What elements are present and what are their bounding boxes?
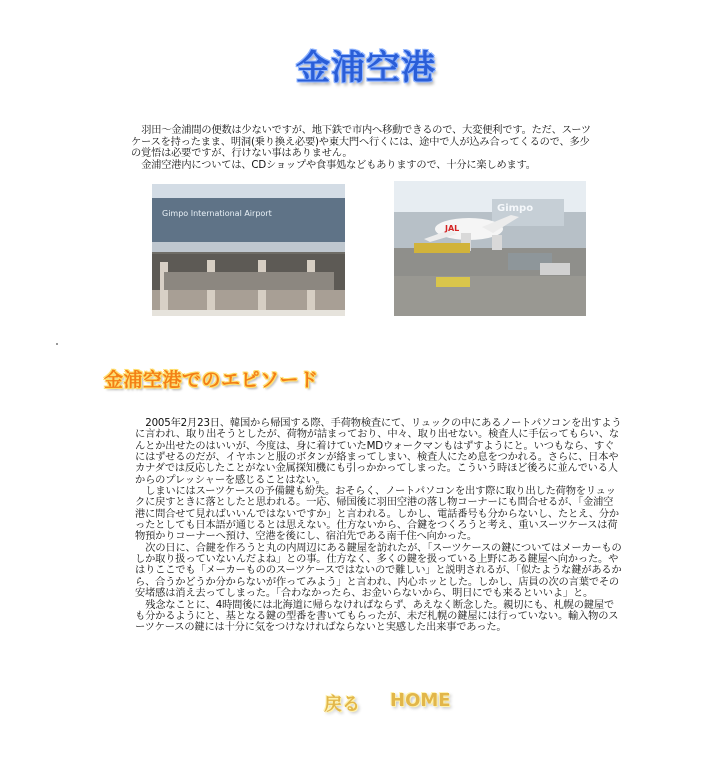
intro-text <box>131 125 591 171</box>
airline-logo-text: JAL <box>445 224 460 233</box>
airport-terminal-photo <box>152 184 345 316</box>
plane-sign-text: Gimpo <box>497 203 534 214</box>
decorative-dot <box>56 343 58 345</box>
terminal-sign-text: Gimpo International Airport <box>162 209 272 218</box>
episode-paragraph-2: しまいにはスーツケースの予備鍵も紛失。おそらく、ノートパソコンを出す際に取り出した荷物をリュックに戻すときに落としたと思われる。一応、帰国後に羽田空港の落し物コーナーにも問合せるが、「金浦空港に問合せて見ればいいんではないですか」と言われる。しかし、電話番号も分からないし、たとえ、分かったとしても日本語が通じるとは思えない。仕方ないから、合鍵をつくろうと考え、重いスーツケースは荷物預かりコーナーへ預け、空港を後にし、宿泊先である南千住へ向かった。 <box>135 485 619 543</box>
page-title: 金浦空港 <box>296 48 436 88</box>
airport-plane-photo-image <box>394 181 586 316</box>
airport-terminal-photo-image <box>152 184 345 316</box>
back-link[interactable]: 戻る <box>324 694 360 715</box>
episode-paragraph-4: 残念なことに、4時間後には北海道に帰らなければならず、あえなく断念した。親切にも、札幌の鍵屋でも分かるようにと、基となる鍵の型番を書いてもらったが、未だ札幌の鍵屋には行っていない。輸入物のスーツケースの鍵には十分に気をつけなければならないと実感した出来事であった。 <box>135 598 619 634</box>
intro-paragraph-1: 羽田～金浦間の便数は少ないですが、地下鉄で市内へ移動できるので、大変便利です。ただ、スーツケースを持ったまま、明洞(乗り換え必要)や東大門へ行くには、途中で人が込み合ってくるので、多少の覚悟は必要ですが、行けない事はありません。 <box>131 125 591 160</box>
episode-text <box>135 418 623 634</box>
intro-paragraph-2: 金浦空港内については、CDショップや食事処などもありますので、十分に楽しめます。 <box>141 159 536 171</box>
section-heading: 金浦空港でのエピソード <box>104 369 319 391</box>
episode-paragraph-1: 2005年2月23日、韓国から帰国する際、手荷物検査にて、リュックの中にあるノートパソコンを出すように言われ、取り出そうとしたが、荷物が詰まっており、中々、取り出せない。検査人に手伝ってもらい、なんとか出せたのはいいが、今度は、身に着けていたMDウォークマンもはずすようにと。いつもなら、すぐにはずせるのだが、イヤホンと服のボタンが絡まってしまい、検査人にため息をつかれる。さらに、日本やカナダでは反応したことがない金属探知機にも引っかかってしまった。こういう時ほど後ろに並んでいる人からのプレッシャーを感じることはない。 <box>135 417 622 486</box>
airport-plane-photo <box>394 181 586 316</box>
home-link[interactable]: HOME <box>390 690 451 711</box>
episode-paragraph-3: 次の日に、合鍵を作ろうと丸の内周辺にある鍵屋を訪れたが、「スーツケースの鍵についてはメーカーものしか取り扱っていないんだよね」との事。仕方なく、多くの鍵を扱っている上野にある鍵屋へ向かった。やはりここでも「メーカーもののスーツケースではないので難しい」と説明されるが、「似たような鍵があるから、合うかどうか分からないが作ってみよう」と言われ、内心ホッとした。しかし、店員の次の言葉でその安堵感は消え去ってしまった。「合わなかったら、お金いらないから、明日にでも来るといいよ」と。 <box>135 541 622 600</box>
